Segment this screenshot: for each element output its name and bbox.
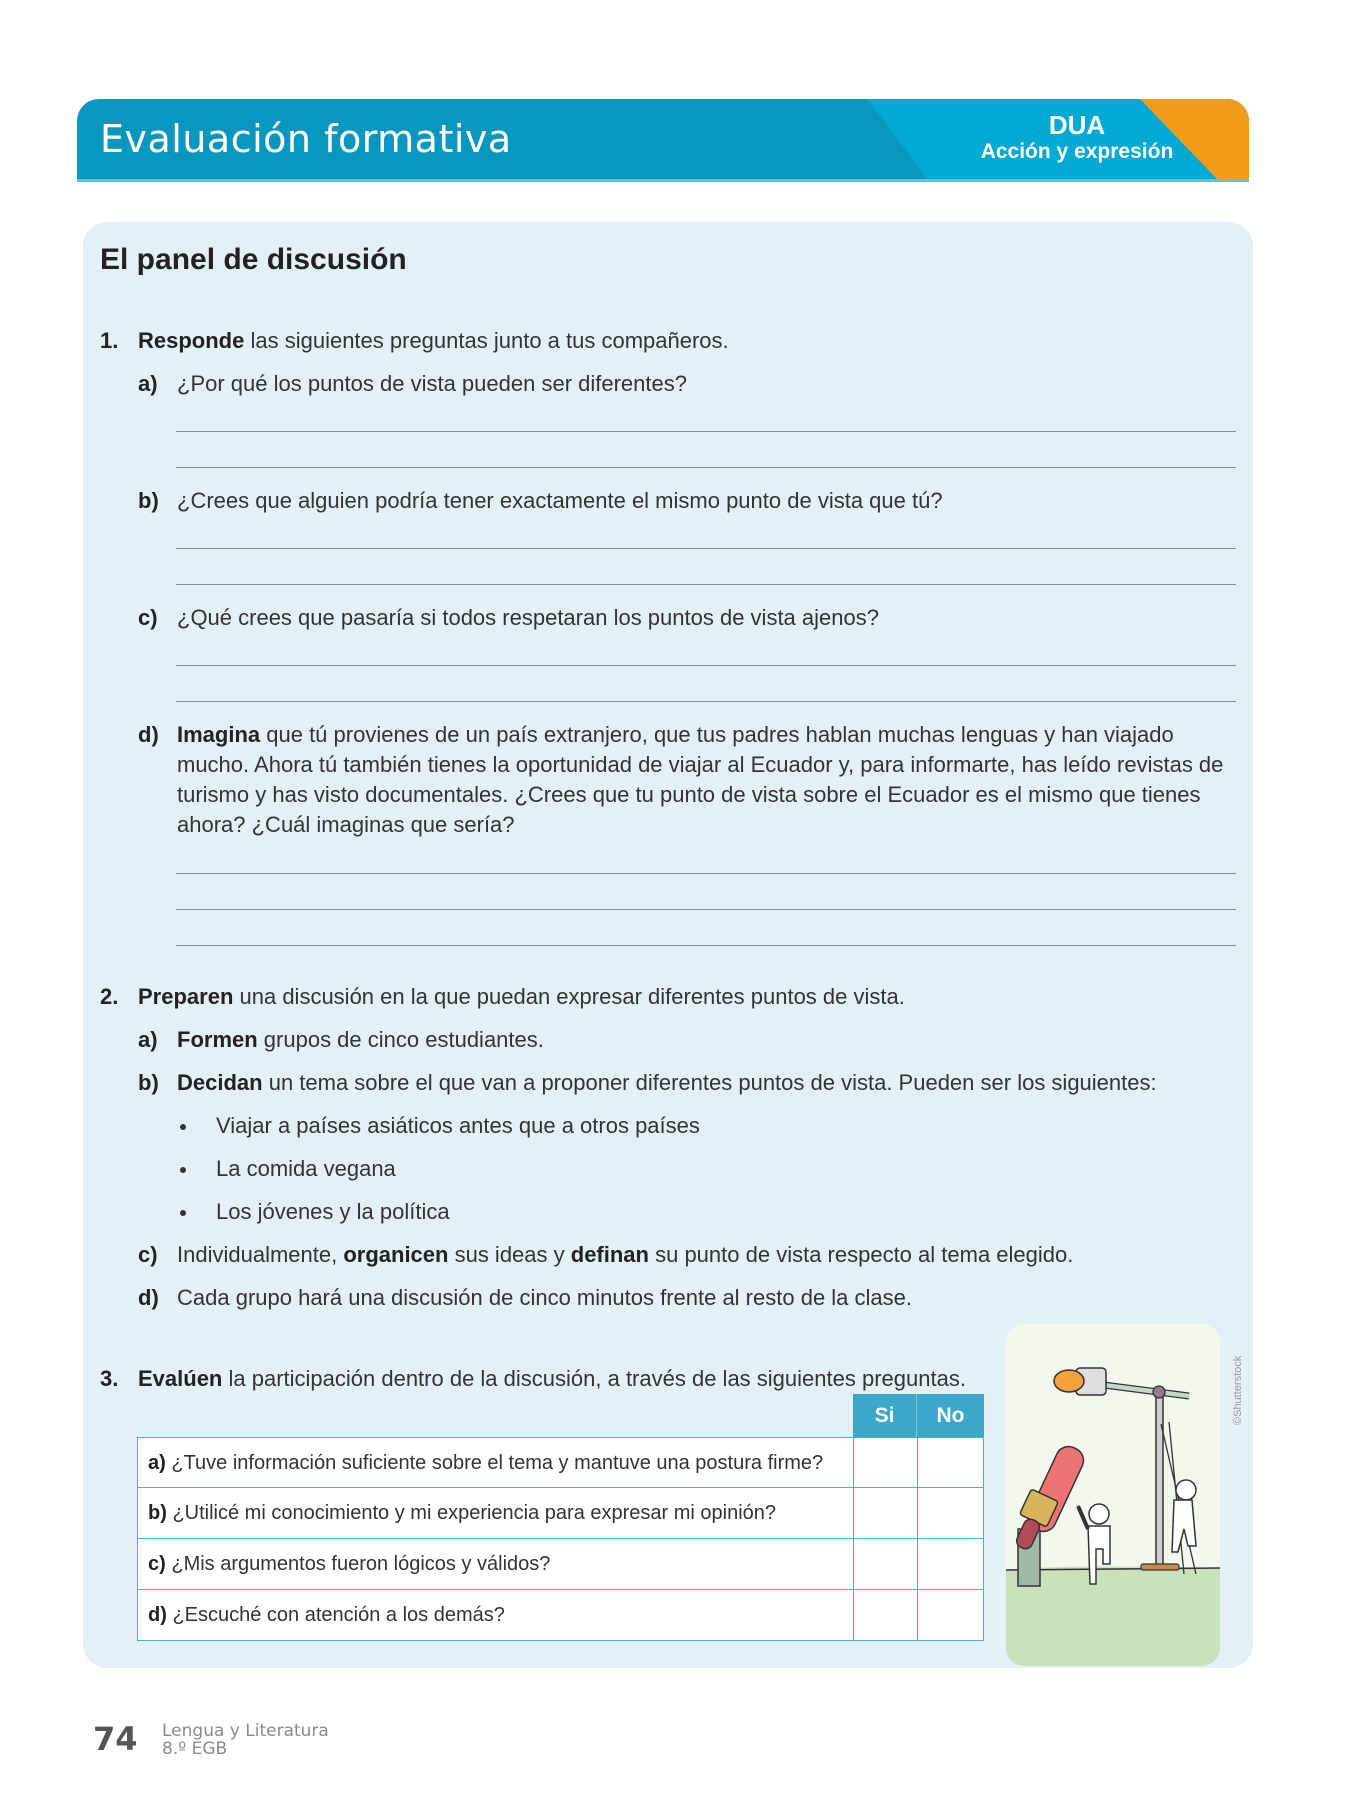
bullet-icon — [180, 1210, 186, 1216]
answer-cell-si[interactable] — [853, 1539, 917, 1589]
section-title: Evaluación formativa — [100, 117, 512, 161]
item-label: c) — [138, 605, 158, 630]
question-1-text — [138, 326, 729, 356]
answer-line[interactable] — [176, 665, 1236, 666]
grade-level: 8.º EGB — [162, 1739, 228, 1759]
table-row: c) ¿Mis argumentos fueron lógicos y válidos? — [137, 1539, 984, 1590]
dua-badge — [957, 111, 1197, 165]
topic-option: Viajar a países asiáticos antes que a otros países — [216, 1113, 700, 1138]
question-1 — [100, 326, 118, 356]
section-header — [77, 99, 1249, 182]
item-1a-text: ¿Por qué los puntos de vista pueden ser diferentes? — [177, 371, 687, 396]
answer-line[interactable] — [176, 701, 1236, 702]
instruction-verb: Imagina — [177, 722, 261, 747]
item-1d-text: Imagina que tú provienes de un país extranjero, que tus padres hablan muchas lenguas y han viajado mucho. Ahora tú también tienes la oportunidad de viajar al Ecuador y, para informarte, has leído revistas de turismo y has visto documentales. ¿Crees que tu punto de vista sobre el Ecuador es el mismo que tienes ahora? ¿Cuál imaginas que sería? — [177, 722, 1224, 837]
question-2-text: Preparen una discusión en la que puedan expresar diferentes puntos de vista. — [138, 984, 905, 1009]
answer-line[interactable] — [176, 873, 1236, 874]
page-number: 74 — [93, 1720, 138, 1758]
answer-line[interactable] — [176, 548, 1236, 549]
answer-cell-no[interactable] — [917, 1590, 983, 1640]
column-header-si: Si — [853, 1394, 917, 1437]
answer-line[interactable] — [176, 431, 1236, 432]
answer-line[interactable] — [176, 467, 1236, 468]
item-2a-text: Formen grupos de cinco estudiantes. — [177, 1027, 544, 1052]
instruction-verb: Responde — [138, 328, 245, 353]
item-label: b) — [138, 488, 159, 513]
item-label: d) — [138, 722, 159, 747]
item-2b-text: Decidan un tema sobre el que van a proponer diferentes puntos de vista. Pueden ser los siguientes: — [177, 1070, 1157, 1095]
answer-cell-si[interactable] — [853, 1590, 917, 1640]
table-row: d) ¿Escuché con atención a los demás? — [137, 1590, 984, 1641]
dua-label: DUA — [1048, 110, 1106, 140]
answer-cell-no[interactable] — [917, 1539, 983, 1589]
dua-subtitle: Acción y expresión — [980, 140, 1174, 163]
bullet-icon — [180, 1167, 186, 1173]
table-row: a) ¿Tuve información suficiente sobre el tema y mantuve una postura firme? — [137, 1437, 984, 1488]
item-1c-text: ¿Qué crees que pasaría si todos respetaran los puntos de vista ajenos? — [177, 605, 879, 630]
question-number: 1. — [100, 328, 119, 353]
answer-cell-no[interactable] — [917, 1488, 983, 1538]
item-label: d) — [138, 1285, 159, 1310]
question-3-text: Evalúen la participación dentro de la discusión, a través de las siguientes preguntas. — [138, 1366, 966, 1391]
answer-cell-no[interactable] — [917, 1438, 983, 1487]
item-2d-text: Cada grupo hará una discusión de cinco minutos frente al resto de la clase. — [177, 1285, 912, 1310]
subject-name: Lengua y Literatura — [162, 1721, 329, 1741]
item-1b-text: ¿Crees que alguien podría tener exactamente el mismo punto de vista que tú? — [177, 488, 943, 513]
question-3: 3. — [100, 1366, 119, 1391]
bullet-icon — [180, 1124, 186, 1130]
question-2: 2. — [100, 984, 119, 1009]
item-2c-text: Individualmente, organicen sus ideas y definan su punto de vista respecto al tema elegido. — [177, 1242, 1074, 1267]
instruction-text: las siguientes preguntas junto a tus compañeros. — [244, 328, 729, 353]
item-label: b) — [138, 1070, 159, 1095]
answer-cell-si[interactable] — [853, 1438, 917, 1487]
microphone-people-illustration — [1006, 1324, 1220, 1666]
topic-option: Los jóvenes y la política — [216, 1199, 450, 1224]
topic-option: La comida vegana — [216, 1156, 396, 1181]
discussion-illustration — [1006, 1324, 1220, 1666]
image-credit: ©Shutterstock — [1232, 1355, 1244, 1425]
answer-line[interactable] — [176, 584, 1236, 585]
column-header-no: No — [917, 1394, 984, 1437]
table-row: b) ¿Utilicé mi conocimiento y mi experiencia para expresar mi opinión? — [137, 1488, 984, 1539]
answer-cell-si[interactable] — [853, 1488, 917, 1538]
item-label: a) — [138, 1027, 158, 1052]
answer-line[interactable] — [176, 945, 1236, 946]
item-label: c) — [138, 1242, 158, 1267]
item-label: a) — [138, 371, 158, 396]
answer-line[interactable] — [176, 909, 1236, 910]
panel-title: El panel de discusión — [100, 243, 407, 276]
footer-subject — [162, 1722, 329, 1758]
